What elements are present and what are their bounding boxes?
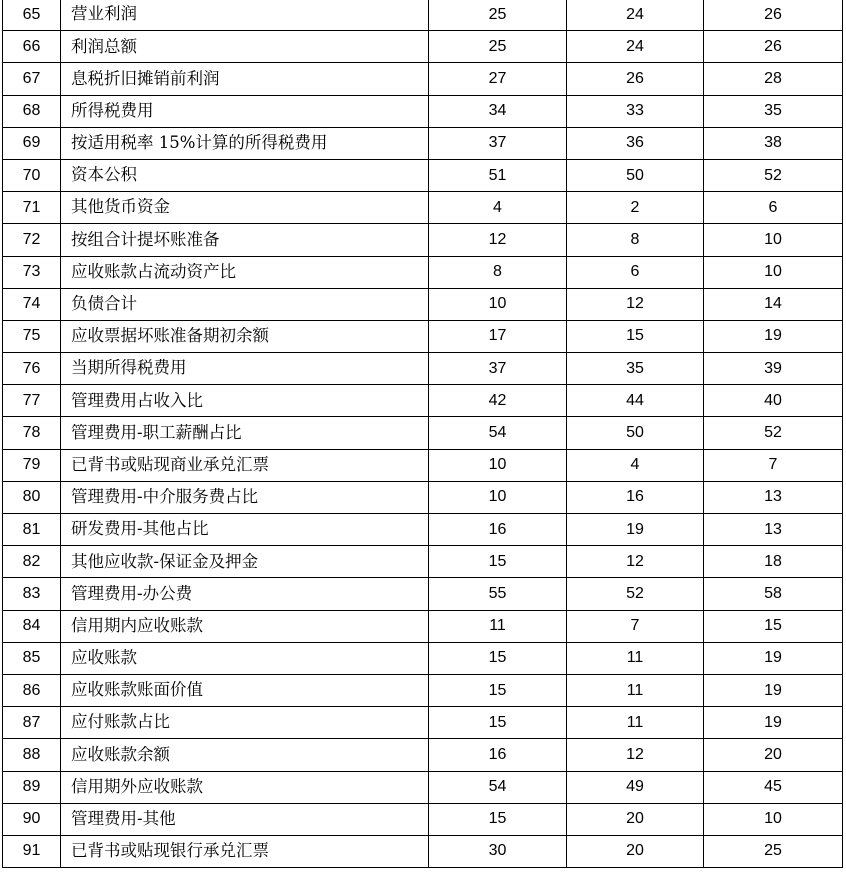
value-cell-3: 13 <box>704 514 843 546</box>
table-row <box>3 192 843 224</box>
item-name-cell: 利润总额 <box>61 31 429 63</box>
value-cell-1: 34 <box>429 95 567 127</box>
value-cell-3: 35 <box>704 95 843 127</box>
value-cell-3: 26 <box>704 0 843 31</box>
value-cell-3: 45 <box>704 771 843 803</box>
value-cell-3: 28 <box>704 63 843 95</box>
item-name-cell: 按组合计提坏账准备 <box>61 224 429 256</box>
value-cell-1: 42 <box>429 385 567 417</box>
value-cell-2: 11 <box>567 674 704 706</box>
value-cell-2: 49 <box>567 771 704 803</box>
value-cell-2: 4 <box>567 449 704 481</box>
table-row <box>3 514 843 546</box>
value-cell-1: 11 <box>429 610 567 642</box>
value-cell-3: 38 <box>704 127 843 159</box>
row-number-cell: 86 <box>3 674 61 706</box>
table-row <box>3 803 843 835</box>
table-row <box>3 224 843 256</box>
item-name-cell: 应付账款占比 <box>61 707 429 739</box>
value-cell-1: 17 <box>429 320 567 352</box>
value-cell-1: 30 <box>429 835 567 867</box>
value-cell-2: 15 <box>567 320 704 352</box>
value-cell-3: 10 <box>704 803 843 835</box>
table-row <box>3 546 843 578</box>
item-name-cell: 已背书或贴现商业承兑汇票 <box>61 449 429 481</box>
table-row <box>3 385 843 417</box>
row-number-cell: 65 <box>3 0 61 31</box>
value-cell-1: 54 <box>429 771 567 803</box>
item-name-cell: 信用期内应收账款 <box>61 610 429 642</box>
item-name-cell: 管理费用-办公费 <box>61 578 429 610</box>
item-name-cell: 应收账款余额 <box>61 739 429 771</box>
value-cell-3: 25 <box>704 835 843 867</box>
row-number-cell: 74 <box>3 288 61 320</box>
value-cell-2: 33 <box>567 95 704 127</box>
value-cell-2: 7 <box>567 610 704 642</box>
value-cell-2: 11 <box>567 707 704 739</box>
row-number-cell: 67 <box>3 63 61 95</box>
value-cell-2: 50 <box>567 159 704 191</box>
data-table <box>2 0 843 868</box>
value-cell-2: 44 <box>567 385 704 417</box>
value-cell-2: 35 <box>567 353 704 385</box>
table-row <box>3 159 843 191</box>
row-number-cell: 88 <box>3 739 61 771</box>
value-cell-3: 19 <box>704 707 843 739</box>
value-cell-1: 8 <box>429 256 567 288</box>
value-cell-3: 19 <box>704 320 843 352</box>
value-cell-3: 14 <box>704 288 843 320</box>
item-name-cell: 其他货币资金 <box>61 192 429 224</box>
value-cell-1: 16 <box>429 739 567 771</box>
item-name-cell: 管理费用-其他 <box>61 803 429 835</box>
value-cell-2: 20 <box>567 835 704 867</box>
table-row <box>3 707 843 739</box>
value-cell-2: 8 <box>567 224 704 256</box>
row-number-cell: 68 <box>3 95 61 127</box>
item-name-cell: 已背书或贴现银行承兑汇票 <box>61 835 429 867</box>
value-cell-3: 19 <box>704 674 843 706</box>
value-cell-2: 20 <box>567 803 704 835</box>
table-row <box>3 835 843 867</box>
value-cell-1: 55 <box>429 578 567 610</box>
table-row <box>3 127 843 159</box>
table-row <box>3 642 843 674</box>
value-cell-1: 15 <box>429 674 567 706</box>
value-cell-3: 39 <box>704 353 843 385</box>
value-cell-3: 20 <box>704 739 843 771</box>
row-number-cell: 82 <box>3 546 61 578</box>
row-number-cell: 71 <box>3 192 61 224</box>
value-cell-3: 10 <box>704 256 843 288</box>
value-cell-2: 19 <box>567 514 704 546</box>
row-number-cell: 79 <box>3 449 61 481</box>
row-number-cell: 91 <box>3 835 61 867</box>
table-row <box>3 63 843 95</box>
row-number-cell: 89 <box>3 771 61 803</box>
table-row <box>3 0 843 31</box>
row-number-cell: 84 <box>3 610 61 642</box>
value-cell-3: 15 <box>704 610 843 642</box>
table-row <box>3 481 843 513</box>
value-cell-3: 26 <box>704 31 843 63</box>
value-cell-3: 10 <box>704 224 843 256</box>
table-row <box>3 674 843 706</box>
item-name-cell: 息税折旧摊销前利润 <box>61 63 429 95</box>
table-row <box>3 610 843 642</box>
value-cell-1: 15 <box>429 803 567 835</box>
value-cell-2: 12 <box>567 546 704 578</box>
value-cell-3: 52 <box>704 159 843 191</box>
table-row <box>3 353 843 385</box>
value-cell-2: 26 <box>567 63 704 95</box>
row-number-cell: 75 <box>3 320 61 352</box>
value-cell-1: 10 <box>429 288 567 320</box>
item-name-cell: 所得税费用 <box>61 95 429 127</box>
value-cell-2: 11 <box>567 642 704 674</box>
item-name-cell: 营业利润 <box>61 0 429 31</box>
row-number-cell: 80 <box>3 481 61 513</box>
value-cell-3: 13 <box>704 481 843 513</box>
table-row <box>3 417 843 449</box>
value-cell-1: 10 <box>429 481 567 513</box>
row-number-cell: 90 <box>3 803 61 835</box>
value-cell-1: 25 <box>429 0 567 31</box>
value-cell-3: 7 <box>704 449 843 481</box>
value-cell-3: 52 <box>704 417 843 449</box>
item-name-cell: 管理费用-职工薪酬占比 <box>61 417 429 449</box>
item-name-cell: 应收票据坏账准备期初余额 <box>61 320 429 352</box>
value-cell-3: 18 <box>704 546 843 578</box>
row-number-cell: 83 <box>3 578 61 610</box>
value-cell-1: 37 <box>429 127 567 159</box>
table-row <box>3 739 843 771</box>
value-cell-1: 54 <box>429 417 567 449</box>
item-name-cell: 研发费用-其他占比 <box>61 514 429 546</box>
value-cell-1: 25 <box>429 31 567 63</box>
value-cell-1: 16 <box>429 514 567 546</box>
row-number-cell: 77 <box>3 385 61 417</box>
value-cell-1: 37 <box>429 353 567 385</box>
item-name-cell: 管理费用-中介服务费占比 <box>61 481 429 513</box>
table-row <box>3 256 843 288</box>
row-number-cell: 76 <box>3 353 61 385</box>
value-cell-1: 15 <box>429 707 567 739</box>
item-name-cell: 负债合计 <box>61 288 429 320</box>
table-body <box>3 0 843 868</box>
table-row <box>3 95 843 127</box>
value-cell-2: 24 <box>567 0 704 31</box>
value-cell-2: 12 <box>567 739 704 771</box>
row-number-cell: 78 <box>3 417 61 449</box>
row-number-cell: 85 <box>3 642 61 674</box>
item-name-cell: 信用期外应收账款 <box>61 771 429 803</box>
value-cell-3: 19 <box>704 642 843 674</box>
row-number-cell: 70 <box>3 159 61 191</box>
row-number-cell: 66 <box>3 31 61 63</box>
value-cell-1: 51 <box>429 159 567 191</box>
item-name-cell: 当期所得税费用 <box>61 353 429 385</box>
table-row <box>3 771 843 803</box>
item-name-cell: 应收账款账面价值 <box>61 674 429 706</box>
row-number-cell: 73 <box>3 256 61 288</box>
value-cell-1: 4 <box>429 192 567 224</box>
item-name-cell: 资本公积 <box>61 159 429 191</box>
value-cell-3: 40 <box>704 385 843 417</box>
item-name-cell: 应收账款占流动资产比 <box>61 256 429 288</box>
row-number-cell: 87 <box>3 707 61 739</box>
row-number-cell: 69 <box>3 127 61 159</box>
value-cell-2: 52 <box>567 578 704 610</box>
value-cell-2: 36 <box>567 127 704 159</box>
value-cell-2: 16 <box>567 481 704 513</box>
value-cell-1: 15 <box>429 642 567 674</box>
value-cell-1: 12 <box>429 224 567 256</box>
value-cell-1: 10 <box>429 449 567 481</box>
row-number-cell: 81 <box>3 514 61 546</box>
value-cell-1: 15 <box>429 546 567 578</box>
table-row <box>3 449 843 481</box>
table-row <box>3 288 843 320</box>
value-cell-3: 6 <box>704 192 843 224</box>
value-cell-2: 50 <box>567 417 704 449</box>
value-cell-1: 27 <box>429 63 567 95</box>
value-cell-3: 58 <box>704 578 843 610</box>
item-name-cell: 按适用税率 15%计算的所得税费用 <box>61 127 429 159</box>
value-cell-2: 6 <box>567 256 704 288</box>
table-row <box>3 31 843 63</box>
item-name-cell: 其他应收款-保证金及押金 <box>61 546 429 578</box>
table-row <box>3 320 843 352</box>
table-row <box>3 578 843 610</box>
value-cell-2: 24 <box>567 31 704 63</box>
row-number-cell: 72 <box>3 224 61 256</box>
value-cell-2: 2 <box>567 192 704 224</box>
item-name-cell: 管理费用占收入比 <box>61 385 429 417</box>
item-name-cell: 应收账款 <box>61 642 429 674</box>
value-cell-2: 12 <box>567 288 704 320</box>
